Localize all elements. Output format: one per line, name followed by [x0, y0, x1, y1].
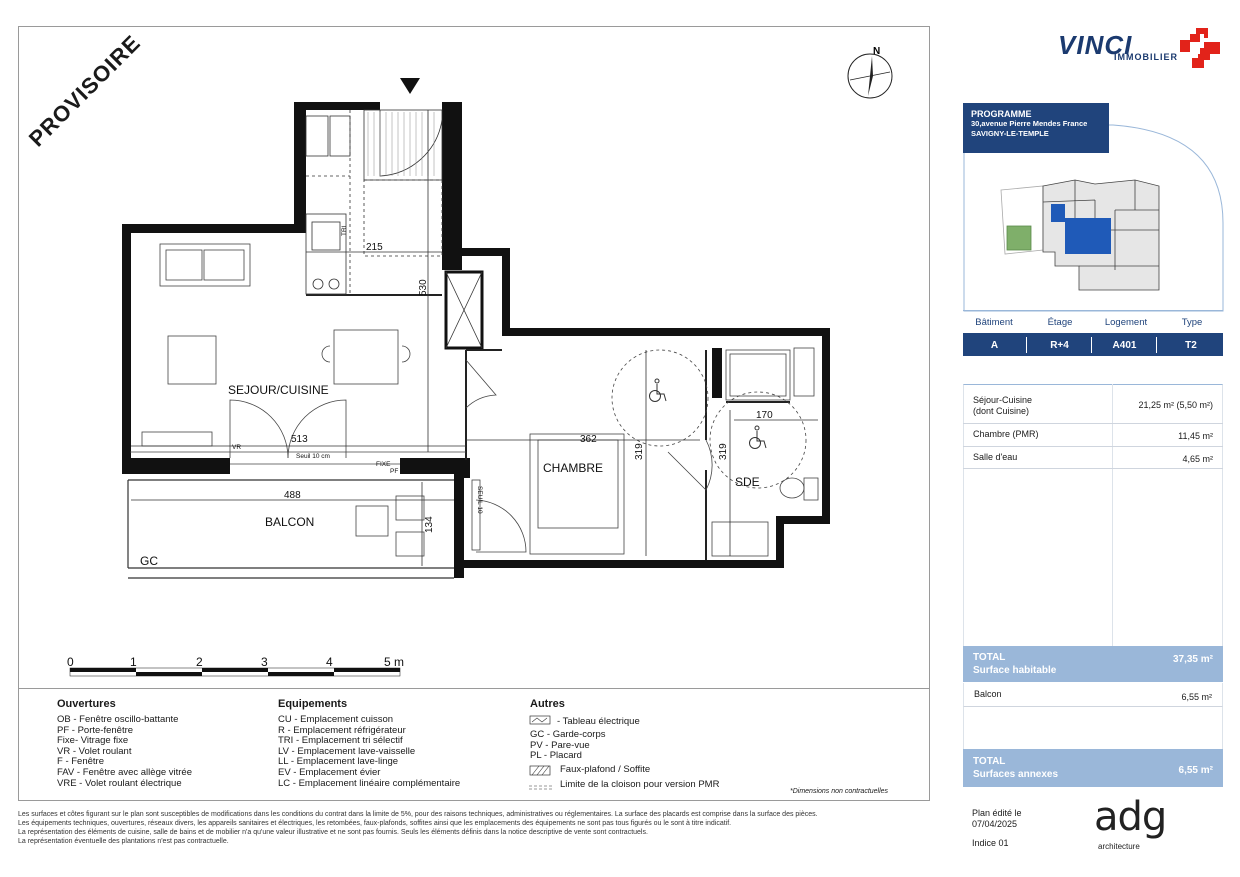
- legend-item: EV - Emplacement évier: [278, 766, 381, 778]
- surface-value: 11,45 m²: [1178, 431, 1213, 441]
- label-seuil: Seuil 10 cm: [296, 453, 330, 460]
- lot-header-batiment: Bâtiment: [975, 317, 1013, 328]
- legend-item: PF - Porte-fenêtre: [57, 724, 134, 736]
- edition-info: [972, 808, 1022, 829]
- legend-item: CU - Emplacement cuisson: [278, 714, 394, 725]
- provisoire-stamp: PROVISOIRE: [23, 29, 146, 152]
- footer-line: Les équipements techniques, ouvertures, réseaux divers, les appareils sanitaires et électriques, les retombées, faux-plafonds, soffites ainsi que les emplacements des équipements ne sont pas tous figurés ou le sont à titre indicatif.: [18, 820, 732, 827]
- scale-label-3: 3: [261, 655, 268, 669]
- scale-bar: [60, 654, 420, 684]
- surface-row: [963, 447, 1223, 469]
- plan-divider: [18, 688, 930, 689]
- chambre-furniture: [466, 350, 712, 554]
- programme-address-1: 30,avenue Pierre Mendes France: [971, 119, 1088, 128]
- dimensions-note: *Dimensions non contractuelles: [790, 788, 889, 795]
- legend-item: VRE - Volet roulant électrique: [57, 777, 182, 789]
- legend-item: Limite de la cloison pour version PMR: [560, 779, 720, 790]
- legend-item: LC - Emplacement linéaire complémentaire: [278, 777, 461, 789]
- lot-header-type: Type: [1181, 317, 1203, 328]
- lot-type: T2: [1185, 340, 1197, 351]
- scale-label-2: 2: [196, 655, 203, 669]
- programme-address-2: SAVIGNY-LE-TEMPLE: [971, 129, 1049, 138]
- surface-label: Chambre (PMR): [973, 429, 1039, 439]
- vinci-logo: [1058, 28, 1223, 68]
- annex-value: 6,55 m²: [1181, 692, 1212, 702]
- legend-ouvertures-list: [57, 715, 192, 789]
- edition-label: Plan édité le: [972, 808, 1022, 818]
- footer-line: La représentation éventuelle des plantations n'est pas contractuelle.: [18, 838, 229, 845]
- sejour-furniture: [130, 244, 466, 464]
- vinci-logo-word: VINCI: [1058, 30, 1133, 60]
- dim-319-chambre: 319: [634, 443, 645, 460]
- surface-row: [963, 384, 1223, 424]
- room-label-chambre: CHAMBRE: [543, 461, 604, 475]
- dim-488: 488: [284, 490, 301, 501]
- lot-header-row: [963, 310, 1223, 332]
- surface-value: 4,65 m²: [1182, 454, 1213, 464]
- scale-label-5: 5 m: [384, 655, 405, 669]
- dim-530: 530: [418, 279, 429, 296]
- north-compass-icon: [846, 44, 896, 102]
- programme-title: PROGRAMME: [971, 109, 1032, 119]
- key-plan: [995, 170, 1165, 296]
- annex-empty: [963, 707, 1223, 749]
- annex-label: Balcon: [974, 689, 1002, 699]
- legend-item: VR - Volet roulant: [57, 745, 132, 757]
- dim-319-sde: 319: [718, 443, 729, 460]
- legend-equipements-title: Equipements: [278, 698, 348, 710]
- label-tri: TRI: [341, 225, 348, 236]
- key-plan-highlight: [1065, 218, 1111, 254]
- lot-etage: R+4: [1028, 337, 1092, 353]
- total-annexes: [963, 749, 1223, 787]
- lot-logement: A401: [1093, 337, 1157, 353]
- programme-box: [963, 103, 1109, 153]
- wheelchair-icon-chambre: [650, 379, 667, 402]
- label-vr: VR: [232, 444, 242, 451]
- legend-item: TRI - Emplacement tri sélectif: [278, 735, 403, 747]
- floor-plan: [100, 72, 840, 584]
- annex-row: [963, 683, 1223, 707]
- total-annexes-sublabel: Surfaces annexes: [973, 769, 1059, 780]
- electric-panel-icon: [530, 716, 550, 724]
- legend-item: PV - Pare-vue: [530, 739, 590, 751]
- total-annexes-value: 6,55 m²: [1178, 765, 1213, 776]
- surface-value: 21,25 m² (5,50 m²): [1138, 400, 1213, 410]
- dim-215: 215: [366, 242, 383, 253]
- surface-label: Séjour-Cuisine: [973, 395, 1033, 405]
- legend-item: - Tableau électrique: [557, 716, 640, 727]
- scale-label-1: 1: [130, 655, 137, 669]
- lot-header-etage: Étage: [1047, 317, 1073, 328]
- legend-item: Fixe- Vitrage fixe: [57, 735, 129, 747]
- label-paillasse: PAILLASSE: [714, 356, 721, 391]
- legend-item: R - Emplacement réfrigérateur: [278, 724, 406, 736]
- room-label-balcon: BALCON: [265, 515, 315, 529]
- dim-134: 134: [424, 516, 435, 533]
- room-label-sejour: SEJOUR/CUISINE: [228, 383, 329, 397]
- legend-item: LL - Emplacement lave-linge: [278, 756, 399, 768]
- total-habitable-sublabel: Surface habitable: [973, 665, 1057, 676]
- legend-item: F - Fenêtre: [57, 756, 104, 768]
- scale-bar-segments: [70, 668, 400, 676]
- legend-ouvertures-title: Ouvertures: [57, 698, 116, 710]
- scale-label-0: 0: [67, 655, 74, 669]
- dimension-lines: [131, 110, 818, 566]
- footer-line: Les surfaces et côtes figurant sur le plan sont susceptibles de modifications dans les conditions du contrat dans la limite de 5%, pour des raisons techniques, administratives ou réglementaires. La surface des placards est comprise dans la surface des pièces.: [18, 811, 818, 818]
- legend-item: GC - Garde-corps: [530, 729, 606, 740]
- label-seuil-side: SEUIL 10: [476, 486, 483, 514]
- footer-line: La représentation des éléments de cuisine, salle de bains et de mobilier n'a qu'une valeur illustrative et ne sont pas fournis. Seuls les éléments définis dans la notice descriptive de vente sont contractuels.: [18, 829, 648, 836]
- lot-batiment: A: [963, 337, 1027, 353]
- vinci-logo-sub: IMMOBILIER: [1114, 52, 1178, 62]
- adg-logo-sub: architecture: [1098, 842, 1140, 851]
- legend-item: OB - Fenêtre oscillo-battante: [57, 714, 179, 725]
- total-annexes-label: TOTAL: [973, 756, 1006, 767]
- total-habitable-value: 37,35 m²: [1172, 654, 1213, 665]
- legend-item: Faux-plafond / Soffite: [560, 764, 651, 775]
- dim-170: 170: [756, 410, 773, 421]
- indice: Indice 01: [972, 838, 1009, 848]
- entry-arrow-icon: [400, 78, 420, 94]
- legend-autres-title: Autres: [530, 698, 565, 710]
- legend-autres-list: [530, 730, 606, 762]
- edition-date: 07/04/2025: [972, 818, 1018, 829]
- label-pf: PF: [390, 468, 399, 475]
- vinci-cross-icon: [1180, 28, 1220, 68]
- label-fixe: FIXE: [376, 461, 391, 468]
- false-ceiling-icon: [530, 766, 550, 775]
- north-label: N: [873, 46, 881, 57]
- total-habitable: [963, 646, 1223, 682]
- legend-item: FAV - Fenêtre avec allège vitrée: [57, 766, 192, 778]
- stair-hatch: [368, 112, 434, 176]
- legend-item: PL - Placard: [530, 750, 582, 762]
- surface-label: Salle d'eau: [973, 452, 1018, 462]
- legend-equipements-list: [278, 715, 460, 789]
- room-label-sde: SDE: [735, 475, 760, 489]
- adg-logo: [1094, 794, 1194, 856]
- dim-362: 362: [580, 434, 597, 445]
- lot-header-logement: Logement: [1104, 317, 1148, 328]
- room-label-gc: GC: [140, 554, 158, 568]
- wheelchair-icon-sde: [750, 426, 767, 449]
- legend-item: LV - Emplacement lave-vaisselle: [278, 745, 416, 757]
- scale-label-4: 4: [326, 655, 333, 669]
- walls: [122, 102, 830, 578]
- surface-row: [963, 424, 1223, 447]
- dim-513: 513: [291, 434, 308, 445]
- adg-logo-word: adg: [1094, 794, 1167, 840]
- lot-value-row: [963, 333, 1223, 356]
- surface-sublabel: (dont Cuisine): [973, 406, 1030, 416]
- total-habitable-label: TOTAL: [973, 652, 1006, 663]
